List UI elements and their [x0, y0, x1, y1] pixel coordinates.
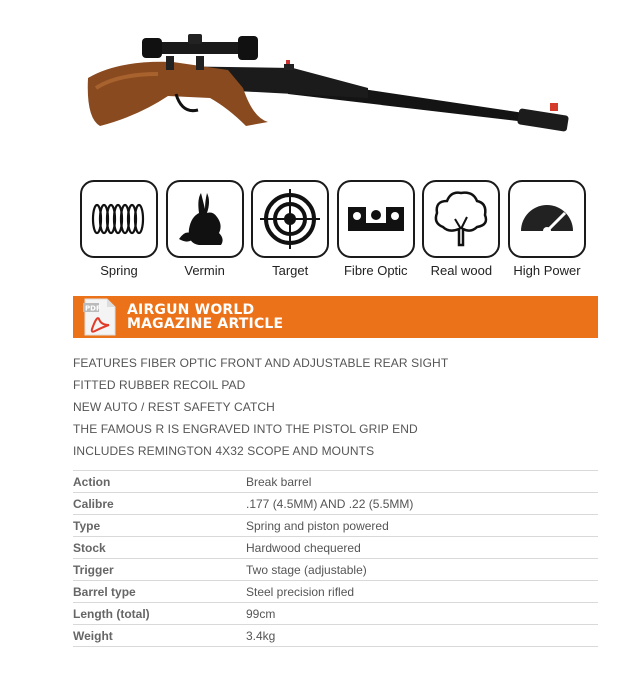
feature-label: Spring — [100, 263, 138, 278]
banner-text — [127, 303, 283, 331]
pdf-icon — [83, 297, 117, 337]
feature-icon-strip — [78, 180, 588, 280]
tree-icon — [422, 180, 500, 258]
table-row — [73, 537, 598, 559]
spec-key: Action — [73, 471, 246, 493]
rabbit-icon — [166, 180, 244, 258]
table-row — [73, 493, 598, 515]
spec-value: Steel precision rifled — [246, 581, 598, 603]
spring-icon — [80, 180, 158, 258]
spec-value: 99cm — [246, 603, 598, 625]
feature-label: Vermin — [184, 263, 225, 278]
banner-line-2: MAGAZINE ARTICLE — [127, 316, 284, 332]
feature-label: Fibre Optic — [343, 263, 408, 278]
feature-label: Real wood — [430, 263, 493, 278]
feature-list — [73, 352, 448, 462]
spec-key: Trigger — [73, 559, 246, 581]
spec-key: Type — [73, 515, 246, 537]
table-row — [73, 471, 598, 493]
feature-fibre-optic — [335, 180, 417, 280]
spec-key: Weight — [73, 625, 246, 647]
list-item: THE FAMOUS R IS ENGRAVED INTO THE PISTOL GRIP END — [73, 422, 418, 436]
list-item: NEW AUTO / REST SAFETY CATCH — [73, 400, 275, 414]
feature-vermin — [164, 180, 246, 280]
fibre-optic-icon — [337, 180, 415, 258]
list-item: FEATURES FIBER OPTIC FRONT AND ADJUSTABLE REAR SIGHT — [73, 356, 449, 370]
banner-line-1: AIRGUN WORLD — [127, 302, 255, 318]
spec-key: Length (total) — [73, 603, 246, 625]
feature-real-wood — [420, 180, 502, 280]
table-row — [73, 559, 598, 581]
spec-value: Two stage (adjustable) — [246, 559, 598, 581]
spec-key: Stock — [73, 537, 246, 559]
spec-value: Hardwood chequered — [246, 537, 598, 559]
spec-value: Spring and piston powered — [246, 515, 598, 537]
spec-key: Barrel type — [73, 581, 246, 603]
specs-table — [73, 470, 598, 647]
feature-high-power — [506, 180, 588, 280]
table-row — [73, 581, 598, 603]
feature-label: High Power — [513, 263, 581, 278]
table-row — [73, 515, 598, 537]
list-item: FITTED RUBBER RECOIL PAD — [73, 378, 246, 392]
spec-value: Break barrel — [246, 471, 598, 493]
svg-text:PDF: PDF — [85, 304, 101, 313]
table-row — [73, 625, 598, 647]
spec-key: Calibre — [73, 493, 246, 515]
rifle-with-scope-image — [78, 18, 578, 158]
feature-spring — [78, 180, 160, 280]
target-icon — [251, 180, 329, 258]
magazine-article-banner[interactable] — [73, 296, 598, 338]
spec-value: .177 (4.5MM) AND .22 (5.5MM) — [246, 493, 598, 515]
table-row — [73, 603, 598, 625]
feature-target — [249, 180, 331, 280]
list-item: INCLUDES REMINGTON 4X32 SCOPE AND MOUNTS — [73, 444, 375, 458]
gauge-icon — [508, 180, 586, 258]
spec-value: 3.4kg — [246, 625, 598, 647]
feature-label: Target — [272, 263, 309, 278]
